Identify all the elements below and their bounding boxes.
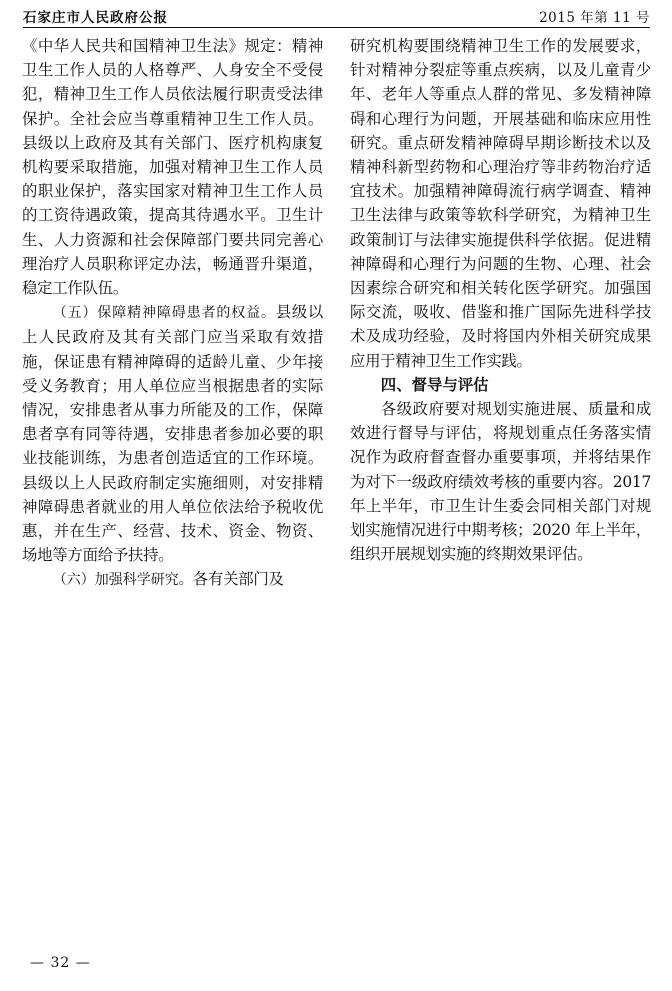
section-heading-supervision: 四、督导与评估	[380, 375, 489, 394]
header-rule	[23, 27, 650, 28]
right-column	[350, 34, 651, 566]
paragraph-supervision: 各级政府要对规划实施进展、质量和成效进行督导与评估，将规划重点任务落实情况作为政府督查督办重要事项，并将结果作为对下一级政府绩效考核的重要内容。2017 年上半年，市卫生计生委会同相关部门对规划实施情况进行中期考核；2020 年上半年，组织开展规划实施的终期效果评估。	[350, 400, 651, 564]
paragraph-research-start	[22, 567, 323, 592]
page-number: — 32 —	[30, 955, 91, 971]
paragraph-patient-rights	[22, 300, 323, 567]
section-lead-six: （六）加强科学研究。	[52, 572, 193, 589]
paragraph-body: 各有关部门及	[192, 570, 284, 589]
publication-title: 石家庄市人民政府公报	[23, 10, 168, 26]
paragraph-research-continued: 研究机构要围绕精神卫生工作的发展要求，针对精神分裂症等重点疾病，以及儿童青少年、老年人等重点人群的常见、多发精神障碍和心理行为问题，开展基础和临床应用性研究。重点研发精神障碍早期诊断技术以及精神科新型药物和心理治疗等非药物治疗适宜技术。加强精神障碍流行病学调查、精神卫生法律与政策等软科学研究，为精神卫生政策制订与法律实施提供科学依据。促进精神障碍和心理行为问题的生物、心理、社会因素综合研究和相关转化医学研究。加强国际交流，吸收、借鉴和推广国际先进科学技术及成功经验，及时将国内外相关研究成果应用于精神卫生工作实践。	[350, 37, 651, 370]
paragraph-body: 县级以上人民政府及其有关部门应当采取有效措施，保证患有精神障碍的适龄儿童、少年接受义务教育；用人单位应当根据患者的实际情况，安排患者从事力所能及的工作，保障患者享有同等待遇，安排患者参加必要的职业技能训练，为患者创造适宜的工作环境。县级以上人民政府制定实施细则，对安排精神障碍患者就业的用人单位依法给予税收优惠，并在生产、经营、技术、资金、物资、场地等方面给予扶持。	[22, 303, 323, 565]
paragraph-staff-protection: 《中华人民共和国精神卫生法》规定：精神卫生工作人员的人格尊严、人身安全不受侵犯，精神卫生工作人员依法履行职责受法律保护。全社会应当尊重精神卫生工作人员。县级以上政府及其有关部门、医疗机构康复机构要采取措施，加强对精神卫生工作人员的职业保护，落实国家对精神卫生工作人员的工资待遇政策，提高其待遇水平。卫生计生、人力资源和社会保障部门要共同完善心理治疗人员职称评定办法，畅通晋升渠道，稳定工作队伍。	[22, 37, 323, 298]
issue-number: 2015 年第 11 号	[539, 10, 650, 26]
left-column	[22, 34, 323, 593]
section-lead-five: （五）保障精神障碍患者的权益。	[52, 305, 276, 322]
